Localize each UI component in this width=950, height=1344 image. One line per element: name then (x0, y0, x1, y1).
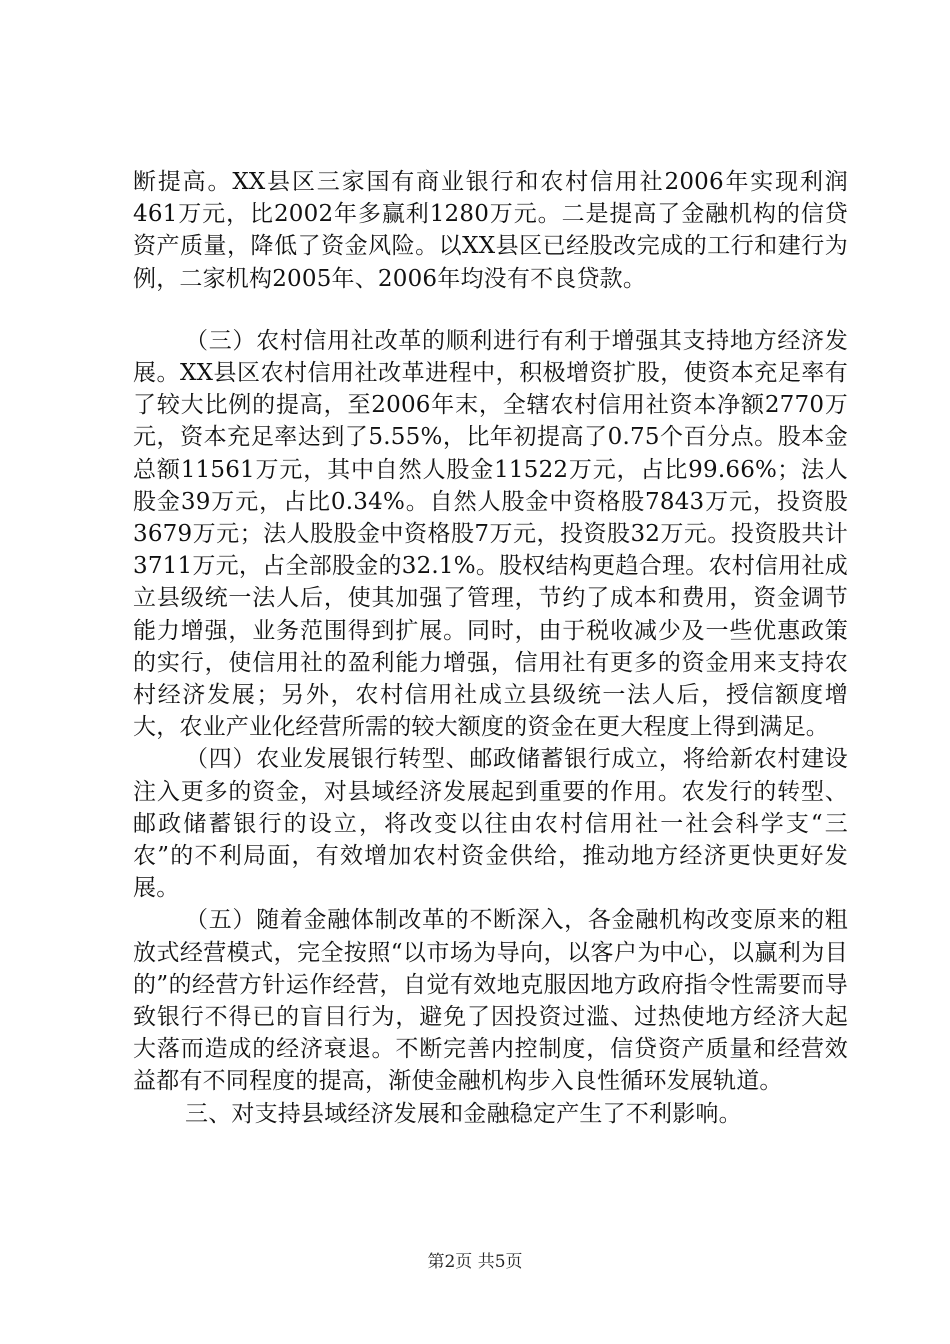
page-number: 第2页 (427, 1252, 473, 1272)
paragraph-agricultural-bank-transformation: （四）农业发展银行转型、邮政储蓄银行成立，将给新农村建设注入更多的资金，对县域经济发展起到重要的作用。农发行的转型、邮政储蓄银行的设立，将改变以往由农村信用社一社会科学支“三农”的不利局面，有效增加农村资金供给，推动地方经济更快更好发展。 (133, 746, 848, 902)
page-footer (0, 1247, 950, 1272)
page-total: 共5页 (477, 1252, 523, 1272)
paragraph-financial-reform-deepening: （五）随着金融体制改革的不断深入，各金融机构改变原来的粗放式经营模式，完全按照“以市场为导向，以客户为中心，以赢利为目的”的经营方针运作经营，自觉有效地克服因地方政府指令性需要而导致银行不得已的盲目行为，避免了因投资过滥、过热使地方经济大起大落而造成的经济衰退。不断完善内控制度，信贷资产质量和经营效益都有不同程度的提高，渐使金融机构步入良性循环发展轨道。 (133, 907, 848, 1095)
paragraph-continuation: 断提高。XX县区三家国有商业银行和农村信用社2006年实现利润461万元，比2002年多赢利1280万元。二是提高了金融机构的信贷资产质量，降低了资金风险。以XX县区已经股改完成的工行和建行为例，二家机构2005年、2006年均没有不良贷款。 (133, 169, 848, 292)
section-heading-adverse-effects: 三、对支持县域经济发展和金融稳定产生了不利影响。 (185, 1100, 742, 1127)
document-body (133, 166, 848, 1130)
paragraph-rural-credit-reform: （三）农村信用社改革的顺利进行有利于增强其支持地方经济发展。XX县区农村信用社改革进程中，积极增资扩股，使资本充足率有了较大比例的提高，至2006年末，全辖农村信用社资本净额2770万元，资本充足率达到了5.55%，比年初提高了0.75个百分点。股本金总额11561万元，其中自然人股金11522万元，占比99.66%；法人股金39万元，占比0.34%。自然人股金中资格股7843万元，投资股3679万元；法人股股金中资格股7万元，投资股32万元。投资股共计3711万元，占全部股金的32.1%。股权结构更趋合理。农村信用社成立县级统一法人后，使其加强了管理，节约了成本和费用，资金调节能力增强，业务范围得到扩展。同时，由于税收减少及一些优惠政策的实行，使信用社的盈利能力增强，信用社有更多的资金用来支持农村经济发展；另外，农村信用社成立县级统一法人后，授信额度增大，农业产业化经营所需的较大额度的资金在更大程度上得到满足。 (133, 327, 848, 741)
